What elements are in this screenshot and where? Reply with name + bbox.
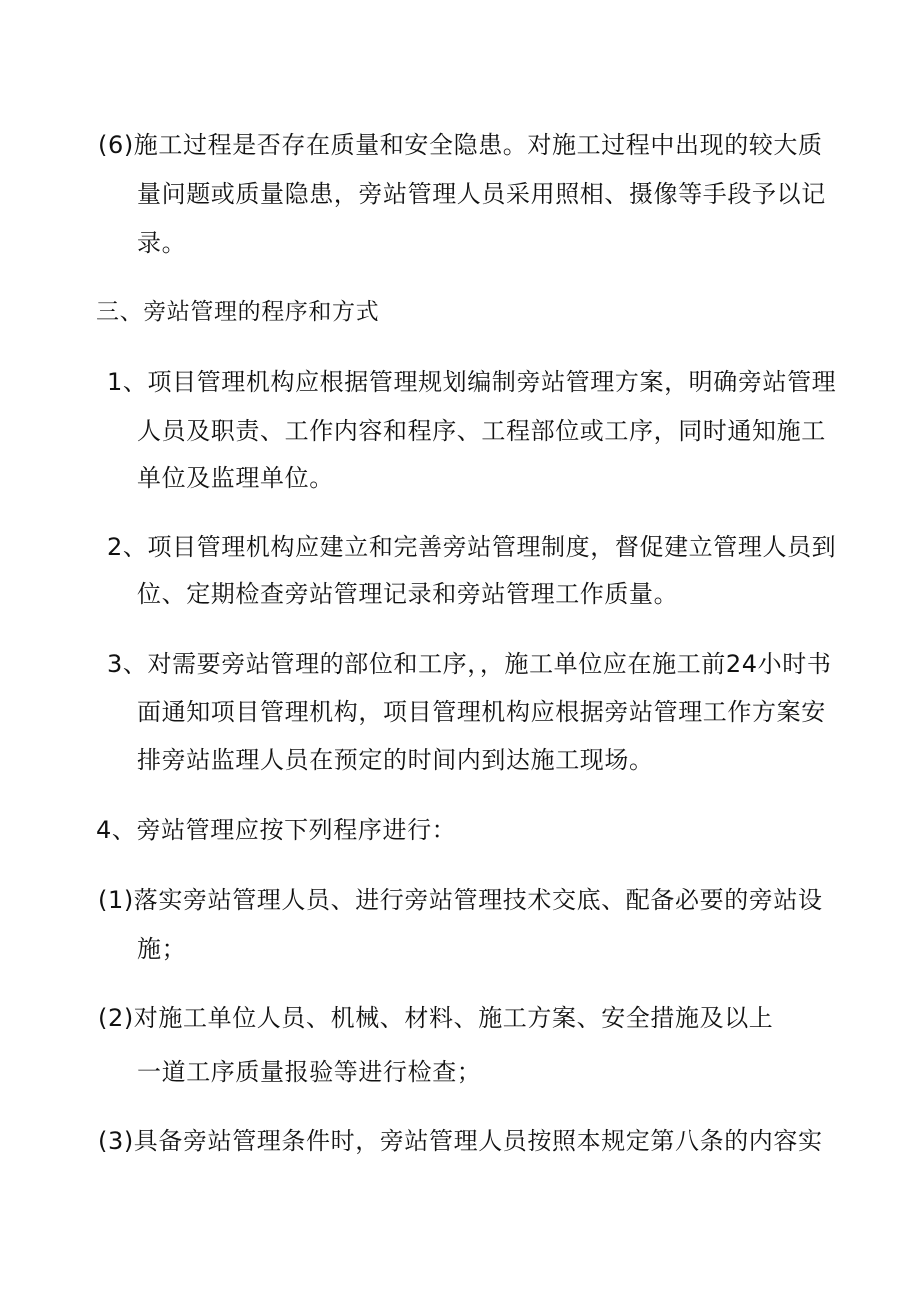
point4-marker: 4、 <box>96 816 137 844</box>
point3-line-3 <box>137 744 654 776</box>
sub2-marker: (2) <box>98 1004 134 1032</box>
sub2-text-2: 一道工序质量报验等进行检查； <box>137 1058 482 1086</box>
sub3-marker: (3) <box>98 1127 134 1155</box>
section3-heading-text: 三、旁站管理的程序和方式 <box>96 299 380 325</box>
point4-line <box>96 814 456 846</box>
item6-text-2: 量问题或质量隐患，旁站管理人员采用照相、摄像等手段予以记 <box>137 180 826 208</box>
sub1-marker: (1) <box>98 886 134 914</box>
item6-line-3 <box>137 227 186 259</box>
point2-line-1 <box>107 531 836 563</box>
item6-text-1: 施工过程是否存在质量和安全隐患。对施工过程中出现的较大质 <box>133 131 823 159</box>
item6-text-3: 录。 <box>137 229 187 257</box>
item6-marker: (6) <box>98 131 134 159</box>
sub1-text-2: 施； <box>137 935 187 963</box>
point2-text-2: 位、定期检查旁站管理记录和旁站管理工作质量。 <box>137 580 679 608</box>
point3-line-2 <box>137 696 826 728</box>
item6-line-2 <box>137 178 826 210</box>
section3-heading <box>96 296 379 328</box>
item6-line-1 <box>98 129 823 161</box>
sub1-line-1 <box>98 884 823 916</box>
point1-text-2: 人员及职责、工作内容和程序、工程部位或工序，同时通知施工 <box>137 417 826 445</box>
sub1-line-2 <box>137 933 186 965</box>
point3-text-3: 排旁站监理人员在预定的时间内到达施工现场。 <box>137 746 654 774</box>
point3-text-2: 面通知项目管理机构，项目管理机构应根据旁站管理工作方案安 <box>137 698 826 726</box>
point3-text-1: 对需要旁站管理的部位和工序，，施工单位应在施工前24小时书 <box>147 650 832 678</box>
point4-text: 旁站管理应按下列程序进行： <box>136 816 457 844</box>
sub1-text-1: 落实旁站管理人员、进行旁站管理技术交底、配备必要的旁站设 <box>133 886 823 914</box>
point1-text-3: 单位及监理单位。 <box>137 464 334 492</box>
point1-marker: 1、 <box>107 368 148 396</box>
point1-text-1: 项目管理机构应根据管理规划编制旁站管理方案，明确旁站管理 <box>147 368 837 396</box>
point1-line-1 <box>107 366 836 398</box>
point2-line-2 <box>137 578 678 610</box>
point3-marker: 3、 <box>107 650 148 678</box>
sub2-text-1: 对施工单位人员、机械、材料、施工方案、安全措施及以上 <box>133 1004 774 1032</box>
point1-line-3 <box>137 462 334 494</box>
sub3-line-1 <box>98 1125 823 1157</box>
point2-marker: 2、 <box>107 533 148 561</box>
point2-text-1: 项目管理机构应建立和完善旁站管理制度，督促建立管理人员到 <box>147 533 837 561</box>
point1-line-2 <box>137 415 826 447</box>
sub2-line-2 <box>137 1056 481 1088</box>
sub2-line-1 <box>98 1002 773 1034</box>
sub3-text-1: 具备旁站管理条件时，旁站管理人员按照本规定第八条的内容实 <box>133 1127 823 1155</box>
point3-line-1 <box>107 648 831 680</box>
